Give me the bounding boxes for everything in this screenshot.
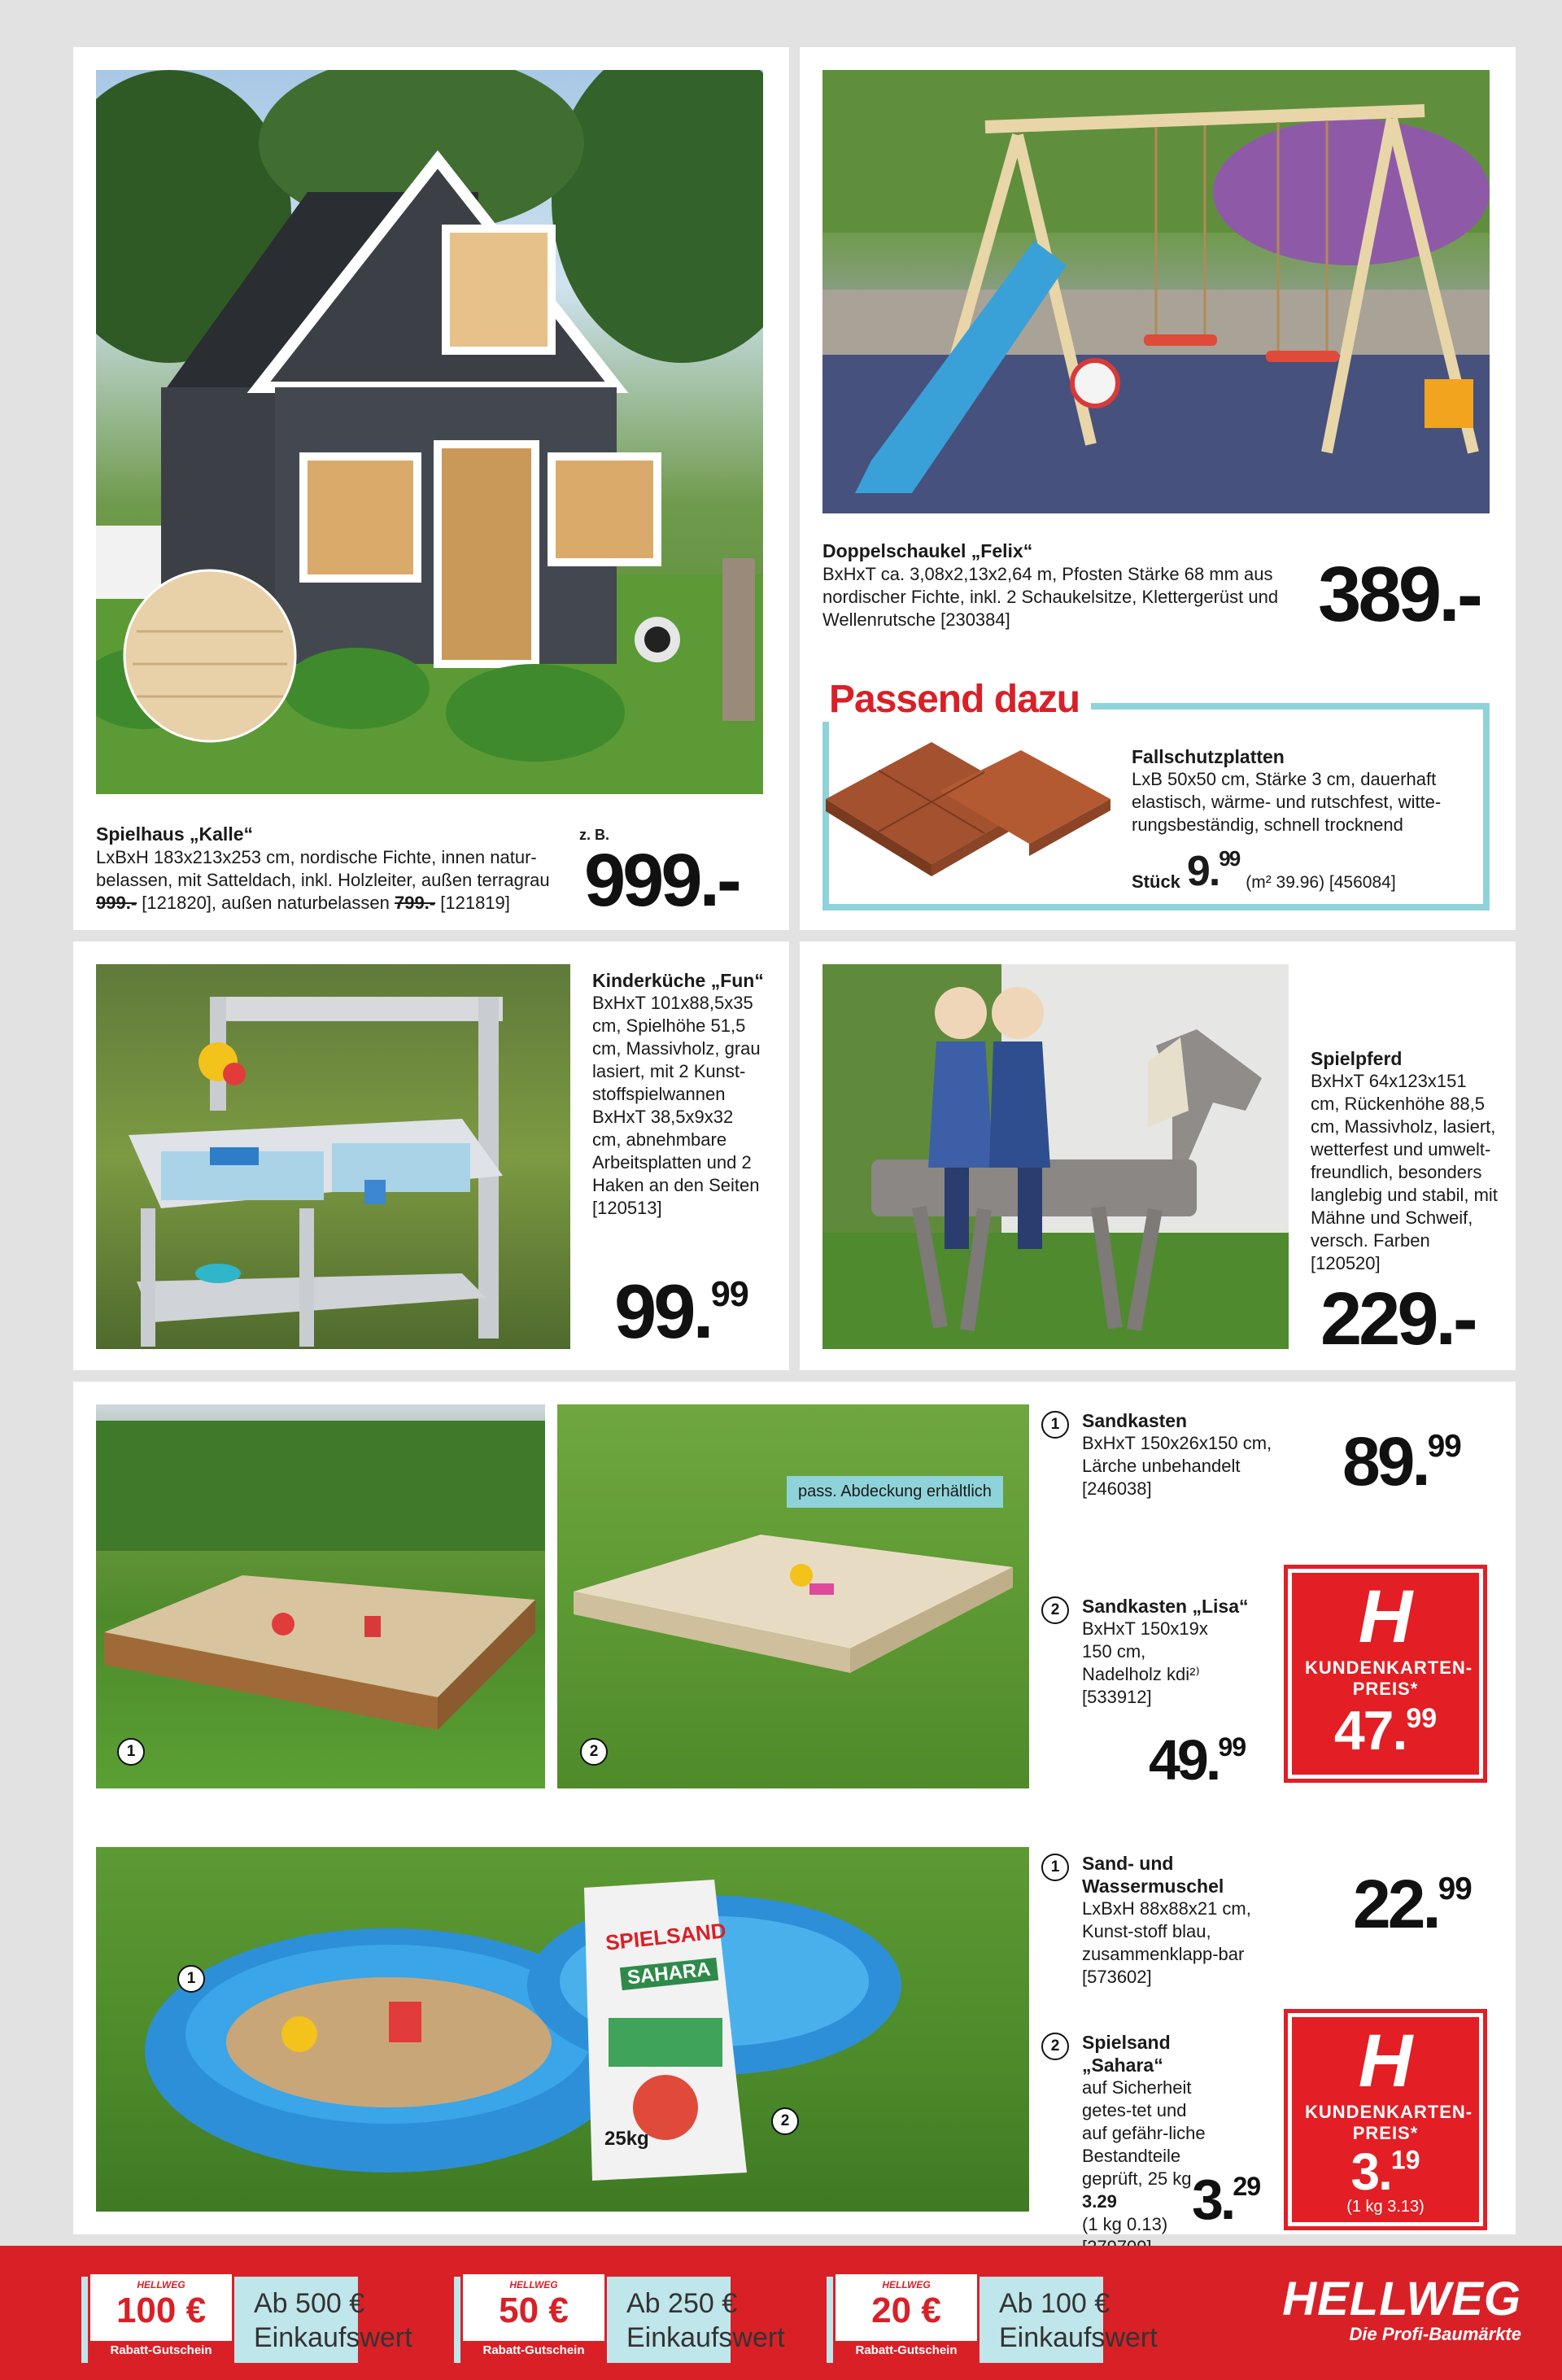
muschel-photo-num-2: 2 [771,2107,799,2135]
muschel-illustration [96,1847,1029,2212]
coupon-2-line1: Ab 250 € [626,2288,738,2319]
sandkasten2-num: 2 [1041,1596,1069,1624]
kk2-price [1292,2142,1479,2201]
coupon-2-line2: Einkaufswert [626,2322,785,2353]
kk2-price-cents: 19 [1390,2145,1420,2175]
sandkasten1-item [1041,1409,1285,1500]
coupon-2[interactable] [454,2277,785,2363]
kueche-title: Kinderküche „Fun“ [592,970,764,991]
kueche-photo [96,964,570,1349]
kk1-label: KUNDENKARTEN-PREIS* [1305,1657,1473,1699]
panel-spielhaus [73,47,789,930]
fallschutz-title: Fallschutzplatten [1132,746,1285,767]
kueche-price [614,1269,748,1354]
kundenkarte-box-1 [1288,1569,1483,1779]
sandkasten1-title: Sandkasten [1082,1410,1188,1431]
sandkasten2-photo-num: 2 [580,1738,608,1766]
sandkasten1-price [1342,1423,1461,1500]
kk2-label: KUNDENKARTEN-PREIS* [1305,2102,1473,2143]
kk2-unit: (1 kg 3.13) [1346,2198,1425,2216]
coupon-1-line2: Einkaufswert [254,2322,412,2353]
coupon-3[interactable] [827,2277,1158,2363]
coupon-2-value: 50 € [499,2290,569,2330]
sandkasten2-title: Sandkasten „Lisa“ [1082,1596,1249,1617]
muschel-price-int: 22. [1353,1866,1438,1942]
pferd-title: Spielpferd [1311,1048,1403,1069]
kueche-price-int: 99. [614,1269,711,1354]
coupon-3-card [833,2272,980,2363]
abdeckung-badge: pass. Abdeckung erhältlich [787,1476,1003,1508]
spielhaus-variant-a-price: 999.- [96,893,137,913]
spielsand-price-cents: 29 [1233,2172,1261,2202]
hellweg-slogan: Die Profi-Baumärkte [1349,2324,1521,2344]
spielhaus-photo [96,70,763,794]
sandkasten1-num: 1 [1041,1411,1069,1439]
schaukel-title: Doppelschaukel „Felix“ [822,540,1033,561]
hellweg-logo[interactable] [1228,2275,1521,2345]
spielsand-price [1192,2168,1261,2231]
spielsand-title: Spielsand „Sahara“ [1082,2032,1171,2076]
spielsand-old-price: 3.29 [1082,2191,1117,2212]
fallschutz-desc: LxB 50x50 cm, Stärke 3 cm, dauerhaft elastisch, wärme- und rutschfest, witte-rungsbeständig, schnell trocknend [1132,769,1442,835]
coupon-3-line2: Einkaufswert [999,2322,1158,2353]
muschel-price-cents: 99 [1438,1871,1472,1907]
panel-pferd [800,941,1516,1370]
schaukel-desc: BxHxT ca. 3,08x2,13x2,64 m, Pfosten Stärke 68 mm aus nordischer Fichte, inkl. 2 Schaukelsitze, Klettergerüst und Wellenrutsche [230384] [822,564,1279,630]
sandkasten1-desc: BxHxT 150x26x150 cm, Lärche unbehandelt [246038] [1082,1433,1272,1499]
bag-label-2: SAHARA [620,1958,718,1990]
sandkasten1-illustration [96,1404,545,1788]
sandkasten1-price-int: 89. [1342,1423,1428,1500]
passend-heading: Passend dazu [818,677,1091,722]
schaukel-photo [822,70,1490,513]
sandkasten2-item [1041,1595,1269,1709]
bag-weight: 25kg [604,2128,649,2150]
muschel-title: Sand- und Wassermuschel [1082,1853,1224,1897]
kk1-price-int: 47. [1333,1700,1407,1762]
sandkasten1-photo [96,1404,545,1788]
passend-box [822,678,1490,911]
kk1-logo: H [1358,1575,1413,1658]
pferd-desc: BxHxT 64x123x151 cm, Rückenhöhe 88,5 cm, Massivholz, lasiert, wetterfest und umwelt-freundlich, besonders langlebig und stabil, mit Mähne und Schweif, versch. Farben [120520] [1311,1071,1498,1273]
spielsand-desc: auf Sicherheit getes-tet und auf gefähr-liche Bestandteile geprüft, 25 kg [1082,2077,1206,2189]
kk1-price-cents: 99 [1406,1702,1438,1734]
muschel-photo-num-1: 1 [177,1965,205,1993]
muschel-desc: LxBxH 88x88x21 cm, Kunst-stoff blau, zusammenklapp-bar [573602] [1082,1898,1251,1987]
spielsand-unit: (1 kg 0.13) [1082,2214,1168,2234]
spielhaus-title: Spielhaus „Kalle“ [96,823,254,845]
coupon-3-line1: Ab 100 € [999,2288,1110,2319]
kueche-price-cents: 99 [710,1275,748,1315]
coupon-1-line1: Ab 500 € [254,2288,365,2319]
spielsand-num: 2 [1041,2033,1069,2060]
fallschutz-price-row [1132,848,1396,893]
kueche-desc: BxHxT 101x88,5x35 cm, Spielhöhe 51,5 cm, Massivholz, grau lasiert, mit 2 Kunst-stoffspielwannen BxHxT 38,5x9x32 cm, abnehmbare Arbeitsplatten und 2 Haken an den Seiten [120513] [592,993,761,1218]
pferd-illustration [822,964,1289,1349]
fallschutz-unit: Stück [1132,871,1180,892]
hellweg-logo-text: HELLWEG [1282,2273,1521,2325]
footer-bar [0,2246,1562,2380]
coupon-1-value: 100 € [116,2290,207,2330]
muschel-num: 1 [1041,1854,1069,1881]
schaukel-illustration [822,70,1490,513]
spielhaus-price-prefix: z. B. [579,827,610,843]
spielhaus-desc [96,846,584,915]
spielhaus-price: 999.- [584,839,739,922]
kk1-price [1292,1700,1479,1762]
panel-schaukel [800,47,1516,930]
sandkasten2-illustration [557,1404,1029,1788]
coupon-2-brand: HELLWEG [509,2279,558,2290]
bag-label-1: SPIELSAND [604,1918,727,1955]
coupon-1-text [254,2286,412,2355]
muschel-item [1041,1852,1310,1989]
pferd-photo [822,964,1289,1349]
coupon-3-tag: Rabatt-Gutschein [836,2341,977,2360]
spielhaus-desc-text: LxBxH 183x213x253 cm, nordische Fichte, innen natur-belassen, mit Satteldach, inkl. Holzleiter, außen terragrau [96,847,550,890]
spielhaus-variant-b-price: 799.- [394,893,436,913]
spielhaus-illustration [96,70,763,794]
sandkasten1-price-cents: 99 [1427,1429,1461,1465]
sandkasten2-desc: BxHxT 150x19x 150 cm, Nadelholz kdi²⁾ [533912] [1082,1618,1208,1707]
sandkasten1-photo-num: 1 [117,1738,145,1766]
fallschutz-extra: (m² 39.96) [456084] [1246,873,1396,892]
fallschutz-price-int: 9. [1186,848,1219,895]
coupon-2-card [460,2272,607,2363]
sandkasten2-photo [557,1404,1029,1788]
spielsand-price-int: 3. [1192,2168,1233,2231]
pferd-price: 229.- [1320,1277,1475,1360]
sandkasten2-price-int: 49. [1149,1728,1219,1792]
fallschutz-price-cents: 99 [1219,846,1240,871]
kk2-logo: H [1358,2020,1413,2103]
coupon-1-card [88,2272,234,2363]
spielhaus-variant-a-code: [121820], außen naturbelassen [142,893,390,913]
coupon-2-tag: Rabatt-Gutschein [463,2341,604,2360]
sandkasten2-price [1149,1728,1246,1792]
kk2-price-int: 3. [1350,2142,1391,2201]
schaukel-price: 389.- [1318,551,1480,638]
panel-sandspiel [73,1382,1516,2234]
coupon-2-text [626,2286,785,2355]
muschel-photo [96,1847,1029,2212]
panel-kueche [73,941,789,1370]
coupon-1[interactable] [81,2277,412,2363]
coupon-1-tag: Rabatt-Gutschein [90,2341,232,2360]
sandkasten2-price-cents: 99 [1218,1732,1246,1762]
coupon-3-value: 20 € [871,2290,941,2330]
spielhaus-variant-b-code: [121819] [440,893,510,913]
coupon-1-brand: HELLWEG [137,2279,185,2290]
fallschutz-illustration [818,726,1119,889]
coupon-3-brand: HELLWEG [882,2279,931,2290]
kueche-illustration [96,964,570,1349]
coupon-3-text [999,2286,1158,2355]
fallschutz-price [1187,848,1239,893]
muschel-price [1353,1866,1472,1942]
kundenkarte-box-2 [1288,2013,1483,2226]
